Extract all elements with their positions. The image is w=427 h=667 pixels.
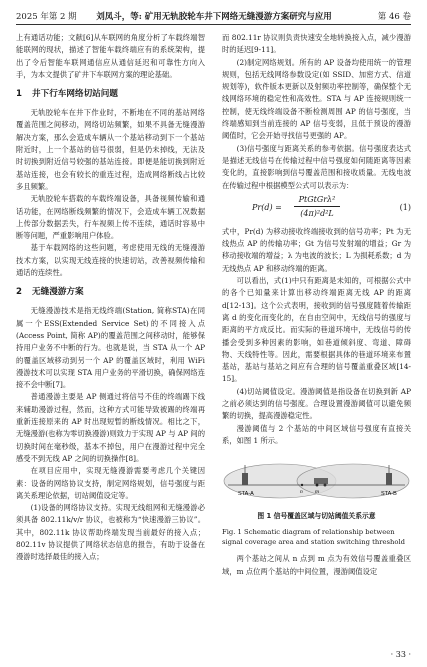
vehicle-icon (314, 478, 328, 484)
body-paragraph: 普通漫游主要是 AP 侧通过将信号不佳的终端踢下线来辅助漫游过程，然而，这种方式可能导致被踢的终端再重新连接原来的 AP 时出现短暂的断线情况。相比之下，无缝漫游(也称为零切换漫游)则致力于实现 AP 与 AP 间的切换时间在毫秒级，基本不掉包，用户在漫游过程中完全感受不到无线 AP 之间的切换操作[8]。 (16, 392, 205, 463)
intro-paragraph: 上有通话功能；文献[6]从车联网的角度分析了车载终端智能联网的现状，描述了智能车载终端应有的系统架构，提出了令后智能车联网通信应从通信延迟和可靠性方向入手，为本文提供了矿井下车联网方案的理论基础。 (16, 33, 205, 79)
equation-lhs: Pr(d) = (252, 202, 282, 212)
body-paragraph: 式中，Pr(d) 为移动接收终端接收到的信号功率；Pt 为无线热点 AP 的传输功率；Gt 为信号发射端的增益；Gr 为移动接收端的增益；λ 为电波的波长；L 为损耗系数；d 为无线热点 AP 和移动终端的距离。 (222, 226, 411, 273)
coverage-diagram (222, 451, 411, 509)
figure-caption-cn: 图 1 信号覆盖区域与切站阈值关系示意 (257, 512, 376, 521)
section-heading-1 (16, 88, 205, 101)
n-label: n (300, 489, 303, 496)
equation-numerator: PtGtGrλ² (294, 194, 340, 207)
section-title: 无缝漫游方案 (32, 287, 84, 298)
header-rule (16, 24, 411, 25)
volume-label: 第 46 卷 (377, 12, 411, 22)
equation-1 (222, 194, 411, 224)
body-paragraph: (4)切站阈值设定。漫游阈值是指设备在切换到新 AP 之前必须达到的信号强度。合理设置漫游阈值可以避免频繁的切换，提高漫游稳定性。 (222, 386, 411, 421)
page-number: · 33 · (390, 650, 411, 659)
equation-denominator: (4π)²d²L (300, 208, 334, 218)
body-paragraph: (1)设备的网络协议支持。实现无线组网和无缝漫游必须具备 802.11k/v/r 协议，也被称为“快速漫游三协议”。其中，802.11k 协议帮助终端发现当前最好的接入点；802.11v 协议提供了网络状态信息的报告，有助于设备在漫游时选择最佳的接入点； (16, 503, 205, 562)
body-paragraph: 基于车载网络的这些问题，考虑使用无线的无缝漫游技术方案，以实现无线连接的快速切站，改善视频传输和通话的连续性。 (16, 243, 205, 278)
section-number: 1 (16, 89, 22, 100)
section-number: 2 (16, 287, 22, 298)
body-paragraph: 两个基站之间从 n 点到 m 点为有效信号覆盖重叠区域，m 点位两个基站的中间位置，漫游阈值设定 (222, 554, 411, 576)
wheel-icon (324, 484, 327, 487)
base-station-b (386, 473, 392, 485)
body-paragraph: 可以看出，式(1)中只有距离是未知的，可根据公式中的各个已知量来计算出移动终端距离无线 AP 的距离 d[12-13]。这个公式表明，接收到的信号强度随着传输距离 d 的变化而变化的，在自由空间中，无线信号的强度与距离的平方成反比。而实际的巷道环境中，无线信号的传播会受到多种因素的影响，如巷道倾斜度、弯道、障碍物、天线特性等。因此，需要根据具体的巷道环境来布置基站，基站与基站之间应有合理的信号覆盖重叠区域[14-15]。 (222, 276, 411, 384)
running-title: 刘凤斗，等: 矿用无轨胶轮车井下网络无缝漫游方案研究与应用 (96, 12, 332, 22)
body-paragraph: 漫游阈值与 2 个基站的中间区域信号强度有直接关系，如图 1 所示。 (222, 423, 411, 445)
m-label: m (315, 489, 319, 496)
issue-label: 2025 年第 2 期 (16, 12, 77, 22)
body-paragraph: 无轨胶轮车搭载的车载终端设备，具备视频传输和通话功能，在网络断线频繁的情况下，会造成车辆工况数据上传部分数据丢失，行车视频上传不连续，通话时容易中断等问题，严重影响用户体验。 (16, 194, 205, 241)
point-n (301, 484, 303, 486)
figure-1 (222, 451, 411, 509)
equation-number: (1) (399, 202, 411, 212)
base-station-a (242, 473, 248, 485)
equation-fraction (294, 194, 340, 220)
body-paragraph: 无缝漫游技术是指无线终端(Station, 简称STA)在同属一个ESS(Extended Service Set)的不同接入点(Access Point, 简称 AP)的覆盖范围之间移动时，能够保持用户业务不中断的行为。也就是说，当 STA 从一个 AP 的覆盖区域移动到另一个 AP 的覆盖区域时，利用 WiFi 漫游技术可以实现 STA 用户业务的平滑切换，确保网络连接不会中断[7]。 (16, 306, 205, 390)
sta-a-label: STA-A (238, 491, 254, 498)
left-column (16, 32, 205, 564)
running-header (0, 10, 427, 24)
sta-b-label: STA-B (381, 491, 397, 498)
figure-caption-en: Fig. 1 Schematic diagram of relationship between signal coverage area and station switching threshold (222, 528, 405, 547)
body-paragraph: 在项目应用中，实现无缝漫游需要考虑几个关键因素：设备的网络协议支持，制定网络规划，信号强度与距离关系理论依据，切站阈值设定等。 (16, 466, 205, 500)
section-title: 井下行车网络切站问题 (32, 89, 118, 100)
section-heading-2 (16, 286, 205, 299)
body-paragraph: 无轨胶轮车在井下作业时，不断地在不同的基站网络覆盖范围之间移动，网络切站频繁，如果不具备无缝漫游解决方案，那么会造成车辆从一个基站移动到下一个基站附近时，上一个基站的信号很弱，但是仍未掉线，无法及时切换到附近信号较强的基站连接。即便是能切换到附近基站连接，也会有较长的重连过程，造成网络断线占比较多且频繁。 (16, 108, 205, 191)
continued-paragraph: 而 802.11r 协议则负责快速安全地转换接入点，减少漫游时的延迟[9-11]。 (222, 33, 411, 55)
right-column (222, 32, 411, 578)
point-m (316, 484, 318, 486)
body-paragraph: (2)制定网络规划。所有的 AP 设备均使用统一的管理规则，包括无线网络参数设定(如 SSID、加密方式、信道规划等)，软件版本更新以及射频功率控制等，确保整个无线网络环境的稳定性和高效性。STA 与 AP 连接规则统一控制，使无线终端设备不断检测周围 AP 的信号强度，当终端感知到当前连接的 AP 信号变弱，且低于预设的漫游阈值时，它会开始寻找信号更强的 AP。 (222, 57, 411, 141)
body-paragraph: (3)信号强度与距离关系的参考依据。信号强度表达式是描述无线信号在传输过程中信号强度如何随距离等因素变化的，直接影响到信号覆盖范围和接收质量。无线电波在传输过程中根据模型公式可以表示为： (222, 143, 411, 190)
